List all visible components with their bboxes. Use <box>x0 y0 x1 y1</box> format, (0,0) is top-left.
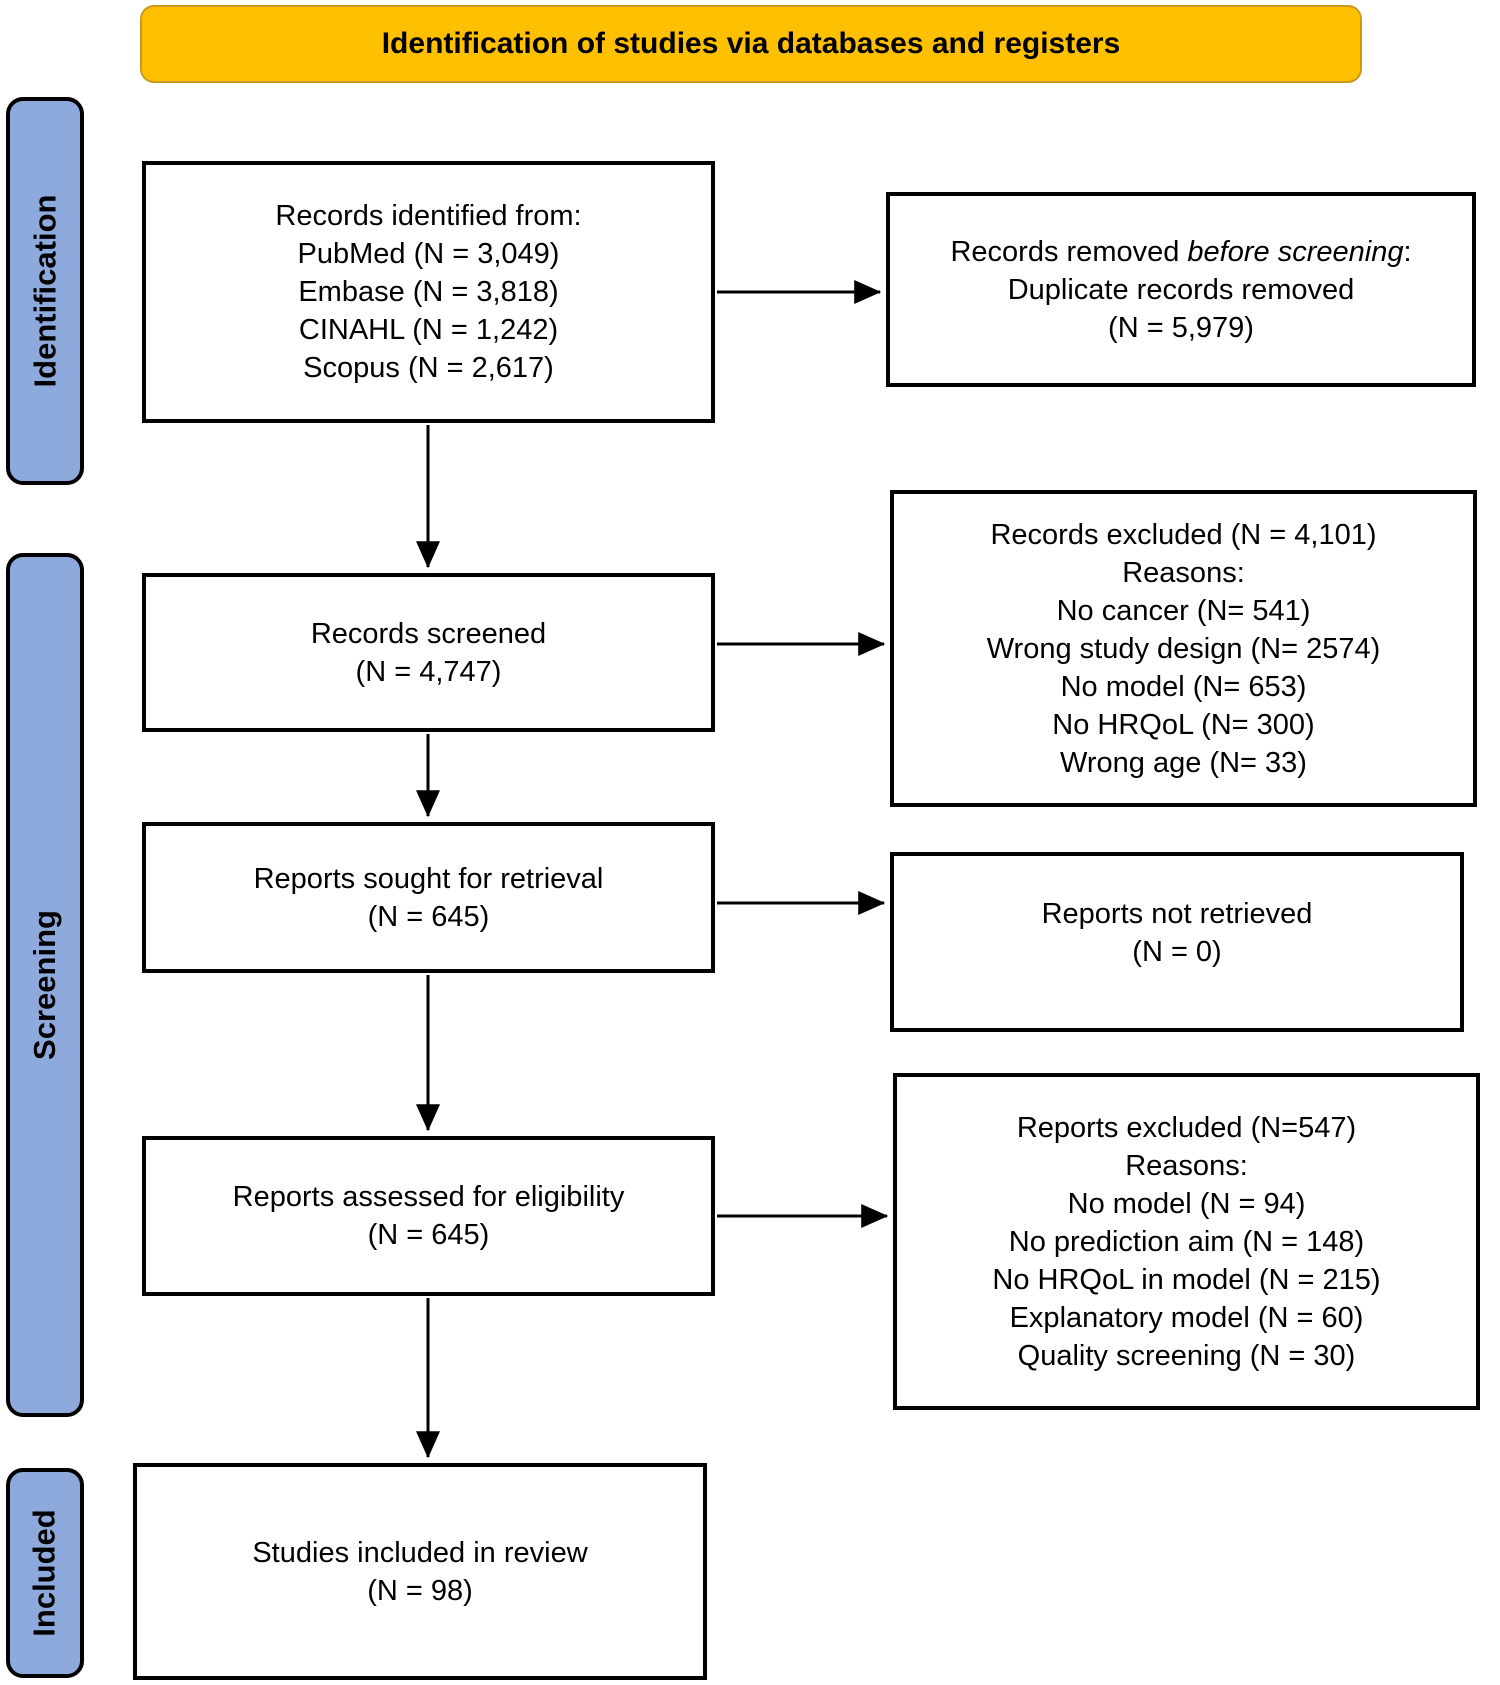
box-records-identified: Records identified from: PubMed (N = 3,049) Embase (N = 3,818) CINAHL (N = 1,242) Scopus (N = 2,617) <box>142 161 715 423</box>
box-records-excluded: Records excluded (N = 4,101) Reasons: No cancer (N= 541) Wrong study design (N= 2574) No model (N= 653) No HRQoL (N= 300) Wrong age (N= 33) <box>890 490 1477 807</box>
title-banner <box>140 5 1362 83</box>
box-records-removed-before-screening: Records removed before screening: Duplicate records removed (N = 5,979) <box>886 192 1476 387</box>
phase-label-included: Included <box>6 1468 84 1678</box>
box-reports-sought: Reports sought for retrieval (N = 645) <box>142 822 715 973</box>
box-studies-included: Studies included in review (N = 98) <box>133 1463 707 1680</box>
box-reports-excluded: Reports excluded (N=547) Reasons: No model (N = 94) No prediction aim (N = 148) No HRQoL in model (N = 215) Explanatory model (N = 60) Quality screening (N = 30) <box>893 1073 1480 1410</box>
phase-label-identification: Identification <box>6 97 84 485</box>
phase-label-screening: Screening <box>6 553 84 1417</box>
box-records-screened: Records screened (N = 4,747) <box>142 573 715 732</box>
box-reports-assessed: Reports assessed for eligibility (N = 645) <box>142 1136 715 1296</box>
box-reports-not-retrieved: Reports not retrieved (N = 0) <box>890 852 1464 1032</box>
diagram-title: Identification of studies via databases and registers <box>381 27 1121 60</box>
